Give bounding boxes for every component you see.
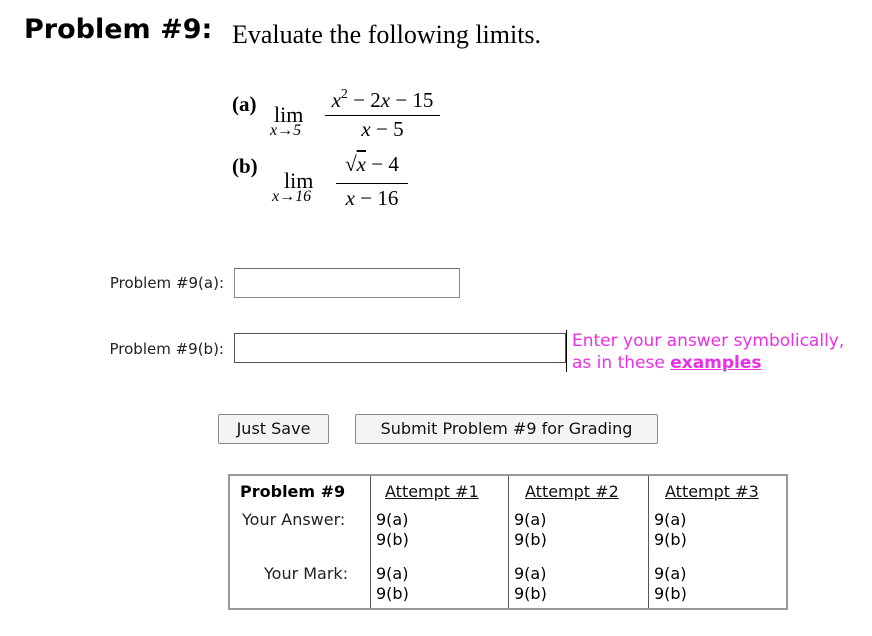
part-a-denominator: x − 5 <box>361 117 404 141</box>
part-a-numerator: $x^2 - 2x - 15$ <box>331 87 434 112</box>
examples-link[interactable]: examples <box>670 353 762 373</box>
your-answer-label: Your Answer: <box>242 510 346 529</box>
part-a-lim-subscript: x→5 <box>270 122 302 139</box>
your-mark-label: Your Mark: <box>264 564 349 583</box>
part-b-fraction-bar <box>336 183 408 184</box>
hint-prefix: as in these <box>572 353 671 373</box>
cell-line: 9(a) <box>376 510 409 529</box>
attempt-3-mark-cell <box>654 564 687 604</box>
part-b-numerator: √x − 4 <box>345 152 399 176</box>
attempt-2-link[interactable]: Attempt #2 <box>525 482 619 501</box>
attempt-3-answer-cell <box>654 510 687 550</box>
problem-title: Problem #9: <box>24 14 213 45</box>
cell-line: 9(a) <box>514 564 547 583</box>
part-b-denominator: x − 16 <box>345 186 399 210</box>
submit-grading-button[interactable]: Submit Problem #9 for Grading <box>355 414 658 444</box>
cell-line: 9(a) <box>514 510 547 529</box>
attempts-table <box>228 474 788 610</box>
part-a-label: (a) <box>232 92 257 116</box>
attempt-3-header[interactable] <box>665 482 759 501</box>
attempt-2-header[interactable] <box>525 482 619 501</box>
part-b-answer-input[interactable] <box>234 333 566 363</box>
limit-part-b <box>232 150 452 212</box>
table-divider <box>508 476 509 608</box>
cell-line: 9(b) <box>654 584 687 603</box>
hint-line-2 <box>572 352 844 374</box>
hint-line-1: Enter your answer symbolically, <box>572 331 845 351</box>
attempt-2-answer-cell <box>514 510 547 550</box>
part-b-input-label: Problem #9(b): <box>109 340 224 358</box>
attempt-2-mark-cell <box>514 564 547 604</box>
problem-instruction: Evaluate the following limits. <box>232 20 542 49</box>
table-divider <box>370 476 371 608</box>
part-b-label: (b) <box>232 154 258 178</box>
attempts-table-title: Problem #9 <box>240 482 346 501</box>
attempt-1-header[interactable] <box>385 482 479 501</box>
cell-line: 9(a) <box>376 564 409 583</box>
table-divider <box>648 476 649 608</box>
cell-line: 9(b) <box>514 530 547 549</box>
part-a-lim: lim <box>274 102 304 127</box>
cell-line: 9(b) <box>514 584 547 603</box>
answer-format-hint <box>566 330 844 372</box>
attempt-1-link[interactable]: Attempt #1 <box>385 482 479 501</box>
part-a-answer-input[interactable] <box>234 268 460 298</box>
attempt-1-answer-cell <box>376 510 409 550</box>
part-b-lim-subscript: x→16 <box>272 188 312 205</box>
cell-line: 9(b) <box>376 584 409 603</box>
cell-line: 9(a) <box>654 564 687 583</box>
limit-part-a <box>232 88 452 148</box>
attempt-3-link[interactable]: Attempt #3 <box>665 482 759 501</box>
part-b-lim: lim <box>284 168 314 193</box>
cell-line: 9(b) <box>376 530 409 549</box>
attempt-1-mark-cell <box>376 564 409 604</box>
cell-line: 9(b) <box>654 530 687 549</box>
cell-line: 9(a) <box>654 510 687 529</box>
just-save-button[interactable]: Just Save <box>218 414 329 444</box>
part-a-input-label: Problem #9(a): <box>109 274 224 292</box>
